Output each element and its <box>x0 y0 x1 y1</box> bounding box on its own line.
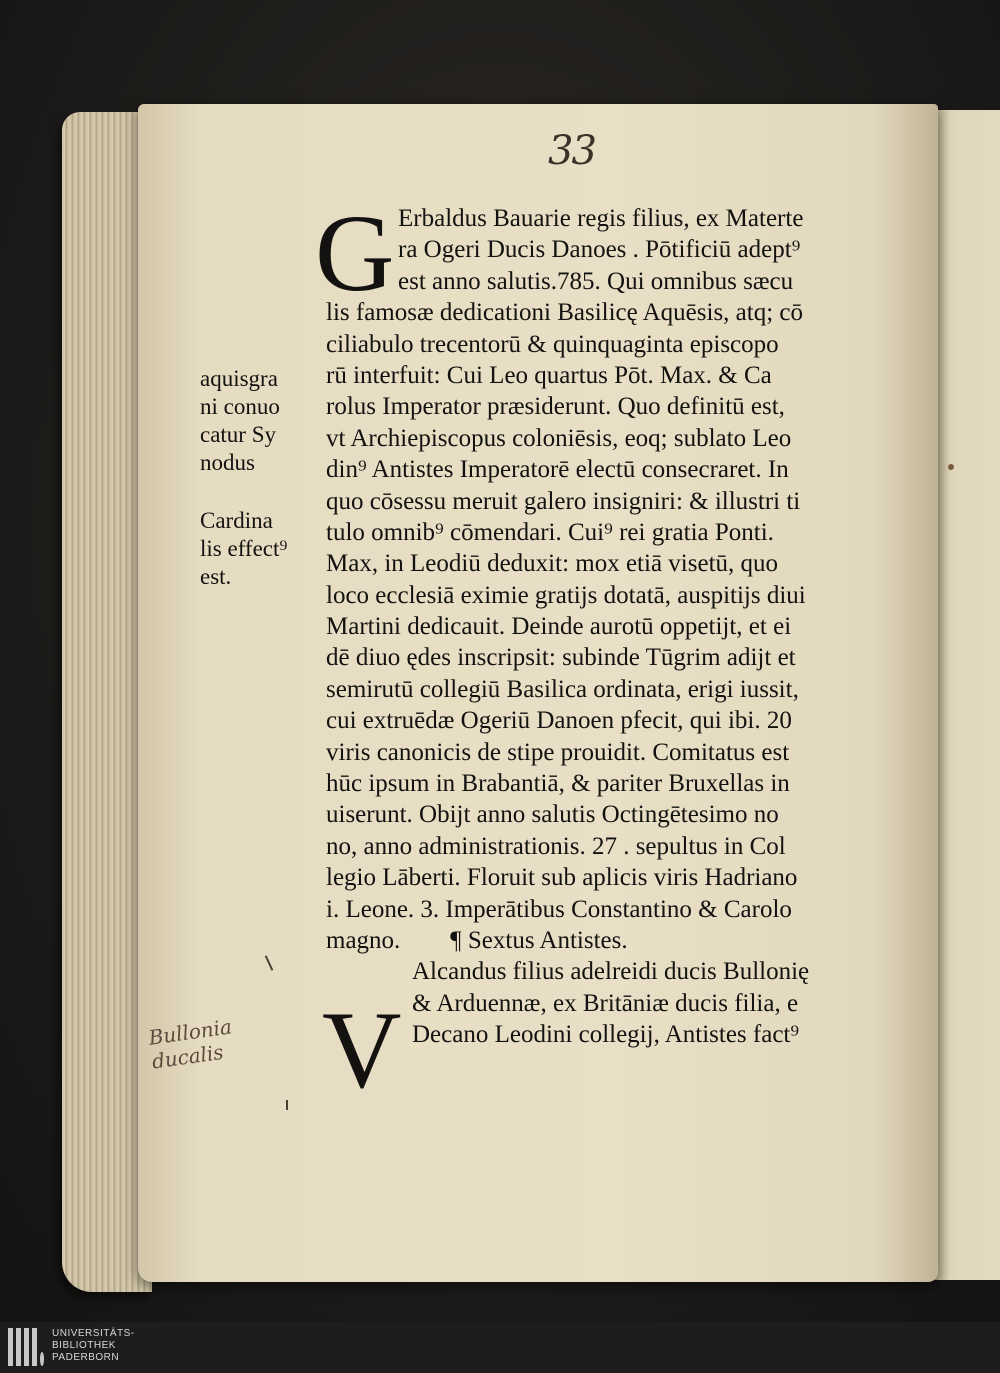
page-number: 33 <box>548 128 595 174</box>
margin-note-line: catur Sy <box>200 422 277 447</box>
text-line: i. Leone. 3. Imperātibus Constantino & Carolo <box>326 895 792 923</box>
text-line: dē diuo ędes inscripsit: subinde Tūgrim adijt et <box>326 644 796 672</box>
text-line: Martini dedicauit. Deinde aurotū oppetijt, et ei <box>326 613 792 641</box>
library-logo-icon <box>8 1328 48 1368</box>
margin-note-line: ni conuo <box>200 394 280 419</box>
text-line: Max, in Leodiū deduxit: mox etiā visetū, quo <box>326 550 779 578</box>
text-line-section-heading: magno. ¶ Sextus Antistes. <box>326 926 628 954</box>
margin-note-line: aquisgra <box>200 366 278 391</box>
text-line: tulo omnib⁹ cōmendari. Cui⁹ rei gratia Ponti. <box>326 518 774 546</box>
text-line: rū interfuit: Cui Leo quartus Pōt. Max. & Ca <box>326 361 772 389</box>
text-line: Alcandus filius adelreidi ducis Bullonię <box>412 958 810 986</box>
logo-line: PADERBORN <box>52 1352 120 1363</box>
drop-cap-v: V <box>322 989 402 1111</box>
text-line: Decano Leodini collegij, Antistes fact⁹ <box>412 1021 800 1049</box>
margin-notes <box>200 365 320 621</box>
facing-page-edge <box>930 110 1000 1280</box>
library-logo-text <box>52 1328 135 1364</box>
text-line: loco ecclesiā eximie gratijs dotatā, auspitijs diui <box>326 581 806 609</box>
pen-mark <box>286 1100 288 1110</box>
margin-note-synod <box>200 365 320 477</box>
logo-line: UNIVERSITÄTS- <box>52 1328 135 1339</box>
footer-bar <box>0 1322 1000 1373</box>
text-line: ra Ogeri Ducis Danoes . Pōtificiū adept⁹ <box>398 236 801 264</box>
text-line: lis famosæ dedicationi Basilicę Aquēsis, atq; cō <box>326 299 804 327</box>
margin-note-line: est. <box>200 564 232 589</box>
text-line: viris canonicis de stipe prouidit. Comitatus est <box>326 738 790 766</box>
ink-speck <box>948 464 954 470</box>
text-line: Erbaldus Bauarie regis filius, ex Materte <box>398 205 804 232</box>
text-line: semirutū collegiū Basilica ordinata, erigi iussit, <box>326 675 799 703</box>
logo-line: BIBLIOTHEK <box>52 1340 116 1351</box>
text-line: & Arduennæ, ex Britāniæ ducis filia, e <box>412 989 799 1017</box>
margin-note-line: lis effect⁹ <box>200 536 288 561</box>
text-line: rolus Imperator præsiderunt. Quo definitū est, <box>326 393 785 421</box>
text-line: cui extruēdæ Ogeriū Danoen pfecit, qui ibi. 20 <box>326 707 792 735</box>
margin-note-line: Cardina <box>200 508 273 533</box>
text-line: vt Archiepiscopus coloniēsis, eoq; sublato Leo <box>326 424 792 452</box>
handwritten-line: ducalis <box>150 1039 225 1074</box>
text-line: hūc ipsum in Brabantiā, & pariter Bruxellas in <box>326 770 790 798</box>
text-line: est anno salutis.785. Qui omnibus sæcu <box>398 267 794 295</box>
text-line: ciliabulo trecentorū & quinquaginta episcopo <box>326 330 779 358</box>
text-line: din⁹ Antistes Imperatorē electū consecraret. In <box>326 456 789 484</box>
drop-cap-g: G <box>315 192 395 314</box>
handwritten-line: Bullonia <box>147 1014 234 1050</box>
text-line: legio Lāberti. Floruit sub aplicis viris Hadriano <box>326 864 798 892</box>
margin-note-line: nodus <box>200 450 255 475</box>
text-line: quo cōsessu meruit galero insigniri: & illustri ti <box>326 487 801 515</box>
margin-note-cardinal <box>200 507 320 591</box>
text-line: uiserunt. Obijt anno salutis Octingētesimo no <box>326 801 779 829</box>
text-line: no, anno administrationis. 27 . sepultus in Col <box>326 832 786 860</box>
body-text <box>326 203 906 1051</box>
